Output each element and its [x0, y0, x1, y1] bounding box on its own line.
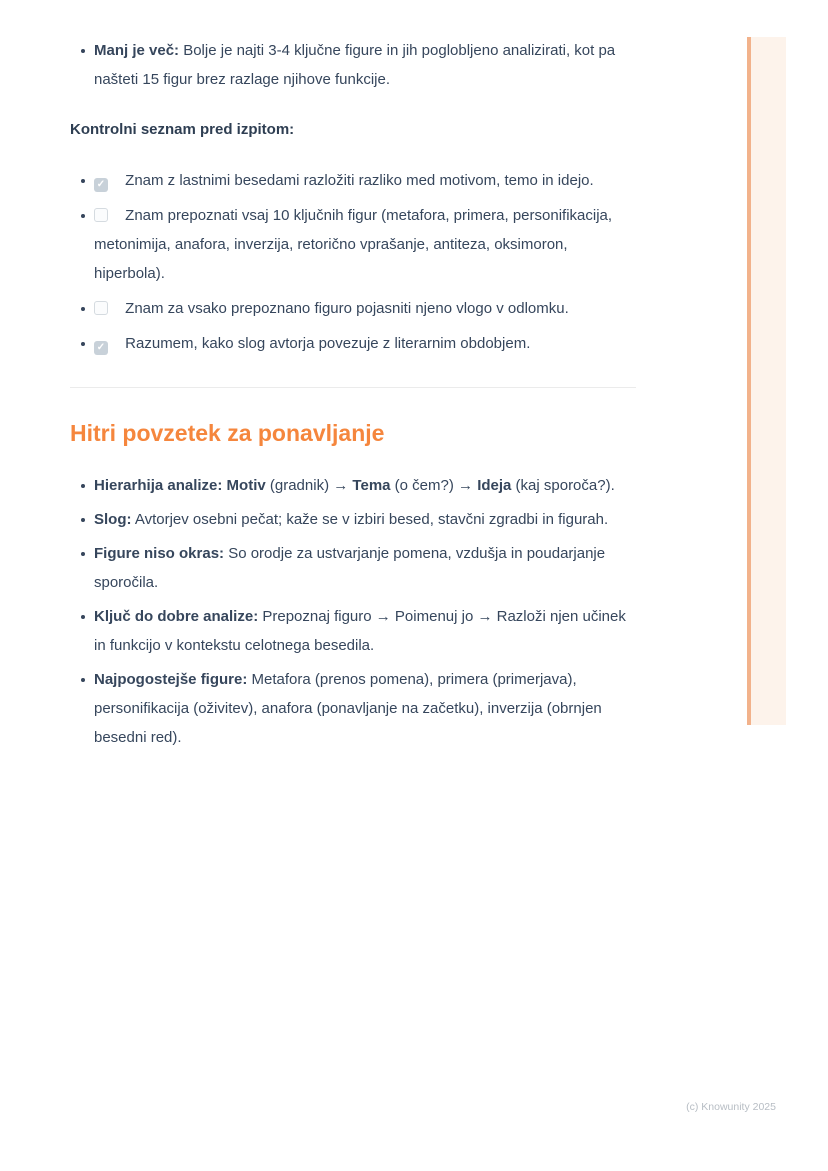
list-item-text: Slog: Avtorjev osebni pečat; kaže se v izbiri besed, stavčni zgradbi in figurah.: [94, 511, 609, 528]
list-item-text: Figure niso okras: So orodje za ustvarjanje pomena, vzdušja in poudarjanje sporočila.: [94, 545, 606, 591]
list-item-text: Hierarhija analize: Motiv (gradnik) → Tema (o čem?) → Ideja (kaj sporoča?).: [94, 477, 615, 494]
checklist-item: [70, 329, 636, 358]
list-item-text: Manj je več: Bolje je najti 3-4 ključne figure in jih poglobljeno analizirati, kot pa našteti 15 figur brez razlage njihove funkcije.: [94, 42, 616, 88]
bullet-icon: [81, 214, 85, 218]
checklist-item: [70, 166, 636, 195]
bullet-icon: [81, 484, 85, 488]
checklist-item-text: Znam prepoznati vsaj 10 ključnih figur (metafora, primera, personifikacija, metonimija, anafora, inverzija, retorično vprašanje, antiteza, oksimoron, hiperbola).: [94, 207, 613, 282]
bullet-icon: [81, 49, 85, 53]
bullet-icon: [81, 678, 85, 682]
bullet-icon: [81, 307, 85, 311]
checklist-item-text: Znam z lastnimi besedami razložiti razliko med motivom, temo in idejo.: [125, 172, 594, 189]
list-item: [70, 602, 636, 660]
bullet-icon: [81, 179, 85, 183]
bullet-icon: [81, 615, 85, 619]
list-item: [70, 36, 636, 94]
bullet-icon: [81, 552, 85, 556]
intro-list: [70, 36, 636, 94]
checklist-item-text: Razumem, kako slog avtorja povezuje z literarnim obdobjem.: [125, 335, 531, 352]
copyright-footer: (c) Knowunity 2025: [686, 1101, 776, 1113]
list-item: [70, 665, 636, 752]
checklist-item: [70, 294, 636, 323]
checklist-item-text: Znam za vsako prepoznano figuro pojasniti njeno vlogo v odlomku.: [125, 300, 569, 317]
checkbox-unchecked-icon[interactable]: [94, 301, 108, 315]
right-margin-stripe: [747, 37, 786, 725]
checklist-heading: Kontrolni seznam pred izpitom:: [70, 121, 295, 138]
section-divider: [70, 387, 636, 388]
summary-list: [70, 471, 636, 752]
checkbox-checked-icon[interactable]: ✓: [94, 178, 108, 192]
checklist-item: [70, 201, 636, 288]
exam-checklist: [70, 166, 636, 358]
bullet-icon: [81, 518, 85, 522]
list-item: [70, 539, 636, 597]
checkbox-unchecked-icon[interactable]: [94, 208, 108, 222]
list-item: [70, 505, 636, 534]
list-item-text: Ključ do dobre analize: Prepoznaj figuro → Poimenuj jo → Razloži njen učinek in funkcijo v kontekstu celotnega besedila.: [94, 608, 626, 654]
summary-heading: Hitri povzetek za ponavljanje: [70, 420, 385, 446]
list-item-text: Najpogostejše figure: Metafora (prenos pomena), primera (primerjava), personifikacija (oživitev), anafora (ponavljanje na začetku), inverzija (obrnjen besedni red).: [94, 671, 602, 746]
checkbox-checked-icon[interactable]: ✓: [94, 341, 108, 355]
bullet-icon: [81, 342, 85, 346]
list-item: [70, 471, 636, 500]
page-content: [70, 36, 636, 757]
